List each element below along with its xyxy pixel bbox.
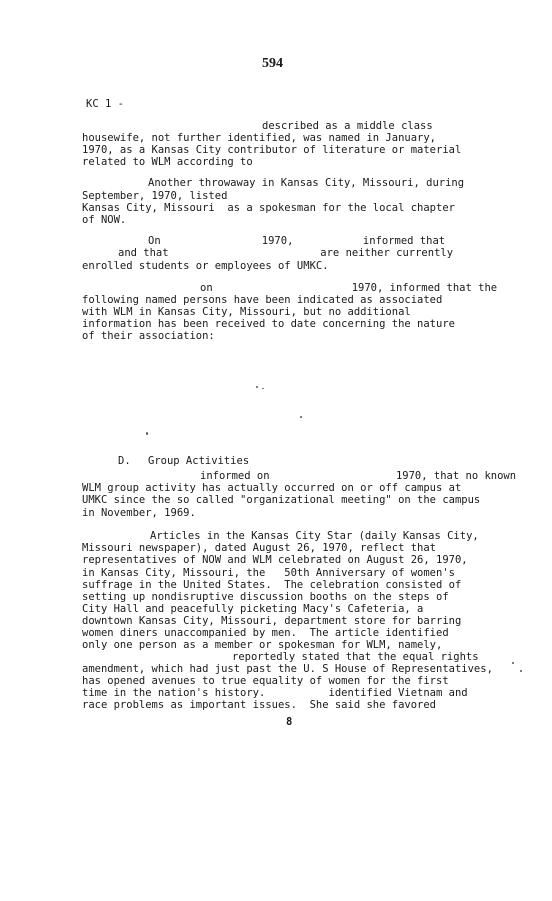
page-number-bottom: 8 — [286, 716, 293, 728]
text-line: in November, 1969. — [82, 507, 196, 519]
text-line: has opened avenues to true equality of women for the first — [82, 675, 449, 687]
text-line: women diners unaccompanied by men. The article identified — [82, 627, 449, 639]
text-line: WLM group activity has actually occurred on or off campus at — [82, 482, 462, 494]
text-line: On 1970, informed that — [148, 235, 446, 247]
scan-speck — [300, 416, 302, 418]
text-line: only one person as a member or spokesman for WLM, namely, — [82, 639, 443, 651]
text-line: related to WLM according to — [82, 156, 253, 168]
text-line: information has been received to date concerning the nature — [82, 318, 455, 330]
text-line: downtown Kansas City, Missouri, department store for barring — [82, 615, 462, 627]
scan-speck — [256, 386, 258, 388]
text-line: informed on 1970, that no known — [200, 470, 517, 482]
scan-speck — [262, 388, 264, 389]
text-line: September, 1970, listed — [82, 190, 228, 202]
text-line: Articles in the Kansas City Star (daily Kansas City, — [150, 530, 479, 542]
text-line: in Kansas City, Missouri, the 50th Anniversary of women's — [82, 567, 455, 579]
text-line: Kansas City, Missouri as a spokesman for the local chapter — [82, 202, 455, 214]
text-line: Another throwaway in Kansas City, Missouri, during — [148, 177, 465, 189]
section-letter: D. — [118, 455, 131, 467]
text-line: reportedly stated that the equal rights — [232, 651, 479, 663]
section-heading: Group Activities — [148, 455, 250, 467]
text-line: of their association: — [82, 330, 215, 342]
text-line: with WLM in Kansas City, Missouri, but no additional — [82, 306, 411, 318]
text-line: and that are neither currently — [118, 247, 454, 259]
text-line: Missouri newspaper), dated August 26, 1970, reflect that — [82, 542, 437, 554]
page-number-top: 594 — [262, 56, 283, 71]
text-line: setting up nondisruptive discussion booths on the steps of — [82, 591, 449, 603]
text-line: race problems as important issues. She said she favored — [82, 699, 437, 711]
text-line: City Hall and peacefully picketing Macy's Cafeteria, a — [82, 603, 424, 615]
text-line: enrolled students or employees of UMKC. — [82, 260, 329, 272]
text-line: amendment, which had just past the U. S House of Representatives, — [82, 663, 493, 675]
text-line: housewife, not further identified, was named in January, — [82, 132, 437, 144]
file-marker: KC 1 - — [86, 98, 124, 110]
text-line: described as a middle class — [262, 120, 433, 132]
text-line: on 1970, informed that the — [200, 282, 498, 294]
text-line: representatives of NOW and WLM celebrated on August 26, 1970, — [82, 554, 468, 566]
text-line: suffrage in the United States. The celebration consisted of — [82, 579, 462, 591]
text-line: 1970, as a Kansas City contributor of literature or material — [82, 144, 462, 156]
scan-speck — [520, 670, 522, 672]
text-line: following named persons have been indicated as associated — [82, 294, 443, 306]
scan-speck — [146, 432, 148, 435]
scan-speck — [512, 662, 514, 664]
text-line: UMKC since the so called "organizational meeting" on the campus — [82, 494, 481, 506]
text-line: time in the nation's history. identified Vietnam and — [82, 687, 468, 699]
text-line: of NOW. — [82, 214, 127, 226]
